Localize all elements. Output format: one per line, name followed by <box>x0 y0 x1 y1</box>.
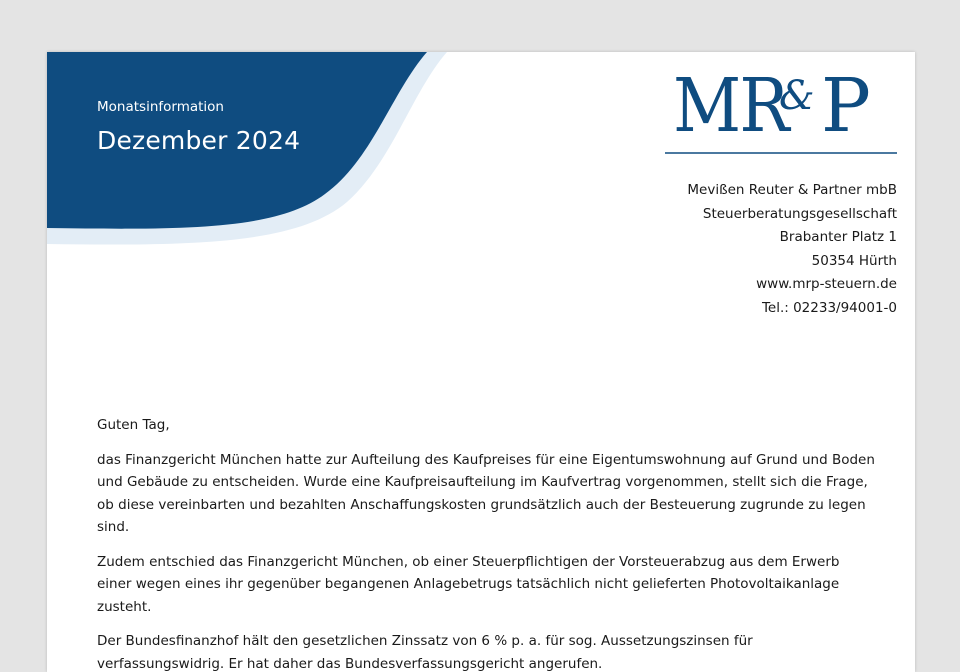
letter-paragraph-3: Der Bundesfinanzhof hält den gesetzlichen Zinssatz von 6 % p. a. für sog. Aussetzungszinsen für verfassungswidrig. Er hat daher das Bundesverfassungsgericht angerufen. <box>97 633 753 672</box>
logo-letter-p: P <box>821 63 871 149</box>
letter-body <box>97 414 877 672</box>
logo-letters-mr: MR <box>673 63 788 149</box>
address-website[interactable]: www.mrp-steuern.de <box>756 276 897 292</box>
logo-underline <box>665 152 897 154</box>
company-logo <box>665 63 897 156</box>
address-company-name: Mevißen Reuter & Partner mbB <box>687 182 897 198</box>
newsletter-title: Dezember 2024 <box>97 126 301 155</box>
address-phone: Tel.: 02233/94001-0 <box>761 299 897 316</box>
newsletter-page <box>47 52 915 672</box>
letter-paragraph-1: das Finanzgericht München hatte zur Aufteilung des Kaufpreises für eine Eigentumswohnung auf Grund und Boden und Gebäude zu entscheiden. Wurde eine Kaufpreisaufteilung im Kaufvertrag vorgenommen, stellt sich die Frage, ob diese vereinbarten und bezahlten Anschaffungskosten grundsätzlich auch der Besteuerung zugrunde zu legen sind. <box>97 451 875 535</box>
letter-greeting: Guten Tag, <box>97 417 170 433</box>
address-company-type: Steuerberatungsgesellschaft <box>702 205 897 222</box>
newsletter-kicker: Monatsinformation <box>97 99 224 115</box>
letter-paragraph-2: Zudem entschied das Finanzgericht München, ob einer Steuerpflichtigen der Vorsteuerabzug aus dem Erwerb einer wegen eines ihr gegenüber begangenen Anlagebetrugs tatsächlich nicht gelieferten Photovoltaikanlage zusteht. <box>97 553 840 615</box>
sender-address <box>687 179 897 320</box>
address-city: 50354 Hürth <box>811 252 897 269</box>
logo-ampersand: & <box>779 73 815 119</box>
address-street: Brabanter Platz 1 <box>779 229 897 245</box>
